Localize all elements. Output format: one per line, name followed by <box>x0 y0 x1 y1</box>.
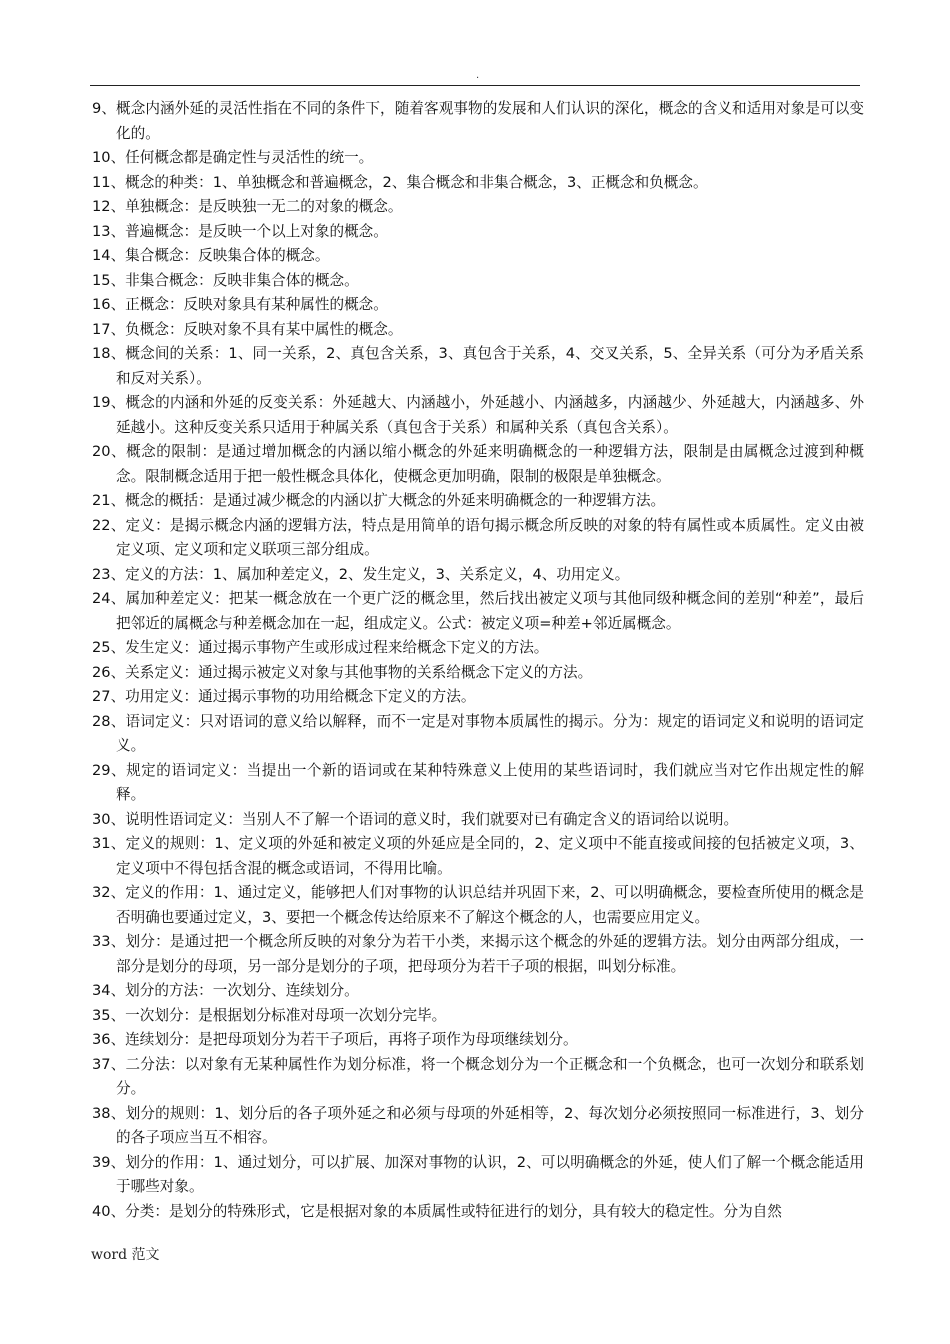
list-item: 13、普遍概念：是反映一个以上对象的概念。 <box>92 222 388 240</box>
list-item: 30、说明性语词定义：当别人不了解一个语词的意义时，我们就要对已有确定含义的语词给以说明。 <box>92 810 739 828</box>
list-item: 37、二分法：以对象有无某种属性作为划分标准，将一个概念划分为一个正概念和一个负概念，也可一次划分和联系划分。 <box>92 1055 864 1097</box>
list-item: 9、概念内涵外延的灵活性指在不同的条件下，随着客观事物的发展和人们认识的深化，概念的含义和适用对象是可以变化的。 <box>92 100 864 142</box>
document-body <box>92 97 864 1224</box>
list-item: 24、属加种差定义：把某一概念放在一个更广泛的概念里，然后找出被定义项与其他同级种概念间的差别“种差”，最后把邻近的属概念与种差概念加在一起，组成定义。公式：被定义项=种差+邻近属概念。 <box>92 590 864 632</box>
list-item: 35、一次划分：是根据划分标准对母项一次划分完毕。 <box>92 1006 447 1024</box>
list-item: 28、语词定义：只对语词的意义给以解释，而不一定是对事物本质属性的揭示。分为：规定的语词定义和说明的语词定义。 <box>92 712 864 754</box>
list-item: 17、负概念：反映对象不具有某中属性的概念。 <box>92 320 403 338</box>
list-item: 11、概念的种类：1、单独概念和普遍概念，2、集合概念和非集合概念，3、正概念和负概念。 <box>92 173 708 191</box>
list-item: 15、非集合概念：反映非集合体的概念。 <box>92 271 359 289</box>
list-item: 29、规定的语词定义：当提出一个新的语词或在某种特殊意义上使用的某些语词时，我们就应当对它作出规定性的解释。 <box>92 761 864 803</box>
list-item: 32、定义的作用：1、通过定义，能够把人们对事物的认识总结并巩固下来，2、可以明确概念，要检查所使用的概念是否明确也要通过定义，3、要把一个概念传达给原来不了解这个概念的人，也需要应用定义。 <box>92 884 864 926</box>
list-item: 31、定义的规则：1、定义项的外延和被定义项的外延应是全同的，2、定义项中不能直接或间接的包括被定义项，3、定义项中不得包括含混的概念或语词，不得用比喻。 <box>92 835 864 877</box>
header-rule <box>90 85 860 86</box>
list-item: 20、概念的限制：是通过增加概念的内涵以缩小概念的外延来明确概念的一种逻辑方法，限制是由属概念过渡到种概念。限制概念适用于把一般性概念具体化，使概念更加明确，限制的极限是单独概念。 <box>92 443 864 485</box>
list-item: 40、分类：是划分的特殊形式，它是根据对象的本质属性或特征进行的划分，具有较大的稳定性。分为自然 <box>92 1202 782 1220</box>
list-item: 39、划分的作用：1、通过划分，可以扩展、加深对事物的认识，2、可以明确概念的外延，使人们了解一个概念能适用于哪些对象。 <box>92 1153 864 1195</box>
list-item: 23、定义的方法：1、属加种差定义，2、发生定义，3、关系定义，4、功用定义。 <box>92 565 630 583</box>
header-mark: . <box>476 70 480 81</box>
list-item: 14、集合概念：反映集合体的概念。 <box>92 247 330 264</box>
list-item: 22、定义：是揭示概念内涵的逻辑方法，特点是用简单的语句揭示概念所反映的对象的特有属性或本质属性。定义由被定义项、定义项和定义联项三部分组成。 <box>92 516 864 558</box>
list-item: 36、连续划分：是把母项划分为若干子项后，再将子项作为母项继续划分。 <box>92 1031 578 1048</box>
list-item: 21、概念的概括：是通过减少概念的内涵以扩大概念的外延来明确概念的一种逻辑方法。 <box>92 492 666 509</box>
list-item: 27、功用定义：通过揭示事物的功用给概念下定义的方法。 <box>92 688 476 705</box>
footer-label: word 范文 <box>91 1247 160 1263</box>
list-item: 12、单独概念：是反映独一无二的对象的概念。 <box>92 198 403 215</box>
list-item: 18、概念间的关系：1、同一关系，2、真包含关系，3、真包含于关系，4、交叉关系，5、全异关系（可分为矛盾关系和反对关系）。 <box>92 345 864 387</box>
list-item: 10、任何概念都是确定性与灵活性的统一。 <box>92 149 374 166</box>
list-item: 19、概念的内涵和外延的反变关系：外延越大、内涵越小，外延越小、内涵越多，内涵越少、外延越大，内涵越多、外延越小。这种反变关系只适用于种属关系（真包含于关系）和属种关系（真包含关系）。 <box>92 394 864 436</box>
list-item: 38、划分的规则：1、划分后的各子项外延之和必须与母项的外延相等，2、每次划分必须按照同一标准进行，3、划分的各子项应当互不相容。 <box>92 1104 864 1146</box>
list-item: 25、发生定义：通过揭示事物产生或形成过程来给概念下定义的方法。 <box>92 639 549 656</box>
list-item: 16、正概念：反映对象具有某种属性的概念。 <box>92 296 388 313</box>
list-item: 34、划分的方法：一次划分、连续划分。 <box>92 982 359 999</box>
list-item: 33、划分：是通过把一个概念所反映的对象分为若干小类，来揭示这个概念的外延的逻辑方法。划分由两部分组成，一部分是划分的母项，另一部分是划分的子项，把母项分为若干子项的根据，叫划分标准。 <box>92 933 864 975</box>
list-item: 26、关系定义：通过揭示被定义对象与其他事物的关系给概念下定义的方法。 <box>92 663 593 681</box>
